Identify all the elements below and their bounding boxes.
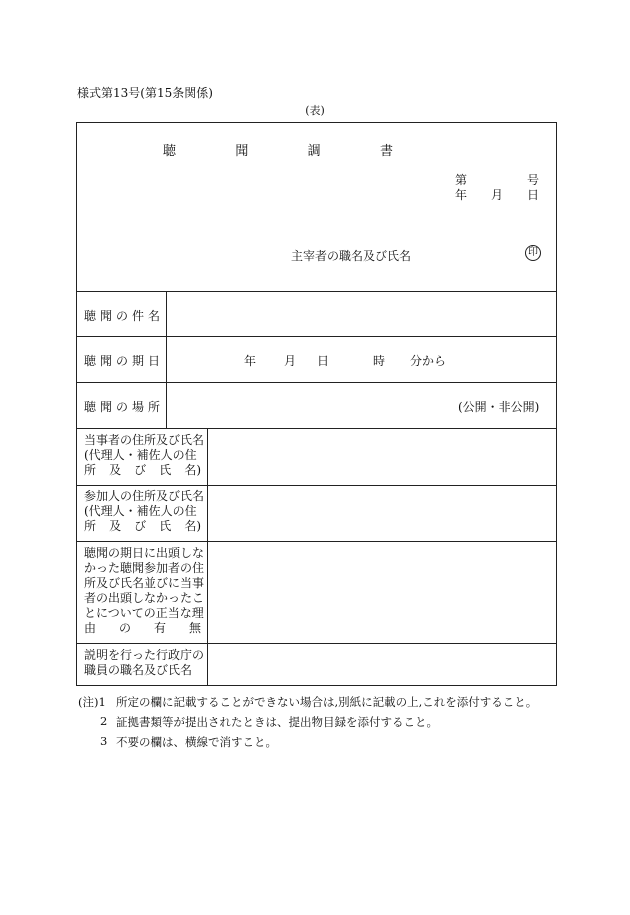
row-divider (77, 643, 556, 644)
hearing-date-minute: 分から (410, 354, 447, 368)
participant-label-line: 参加人の住所及び氏名 (84, 489, 205, 503)
hearing-date-hour: 時 (373, 354, 386, 368)
label-char: の (115, 354, 128, 368)
label-char: 有 (153, 621, 166, 635)
label-char: 名) (184, 463, 201, 477)
form-number: 様式第13号(第15条関係) (77, 86, 213, 100)
column-divider (207, 428, 208, 686)
number-suffix: 号 (526, 173, 539, 187)
label-char: 名 (147, 309, 160, 323)
note-1: 所定の欄に記載することができない場合は,別紙に記載の上,これを添付すること。 (116, 695, 538, 709)
label-char: 場 (131, 400, 144, 414)
label-char: び (134, 463, 147, 477)
label-char: 聞 (99, 400, 112, 414)
label-char: 名) (184, 519, 201, 533)
hearing-date-month: 月 (284, 354, 297, 368)
label-char: 所 (84, 463, 97, 477)
title-char: 聞 (235, 144, 249, 159)
title-char: 聴 (163, 144, 177, 159)
label-char: 聴 (84, 400, 97, 414)
number-prefix: 第 (455, 173, 468, 187)
label-char: 所 (147, 400, 160, 414)
label-char: 無 (188, 621, 201, 635)
hearing-place-label (84, 398, 160, 415)
row-divider (77, 291, 556, 292)
absence-label-line: 聴聞の期日に出頭しな (84, 546, 205, 560)
label-char: び (134, 519, 147, 533)
agency-label-line: 説明を行った行政庁の (84, 648, 205, 662)
note-3: 不要の欄は、横線で消すこと。 (116, 735, 277, 749)
document-title (163, 140, 393, 159)
absence-label-line: とについての正当な理 (84, 606, 204, 620)
label-char: の (115, 309, 128, 323)
column-divider (166, 291, 167, 428)
title-char: 調 (307, 144, 321, 159)
label-char: 及 (109, 519, 122, 533)
row-divider (77, 485, 556, 486)
side-label: (表) (305, 104, 325, 117)
participant-label-line (84, 519, 201, 533)
label-char: 由 (84, 621, 97, 635)
label-char: 聴 (84, 354, 97, 368)
absence-label-line: 所及び氏名並びに当事 (84, 576, 205, 590)
note-number: 3 (100, 734, 108, 748)
row-divider (77, 382, 556, 383)
label-char: 期 (131, 354, 144, 368)
absence-label-line: 者の出頭しなかったこ (84, 591, 205, 605)
label-char: 聞 (99, 354, 112, 368)
label-char: 聴 (84, 309, 97, 323)
label-char: 聞 (99, 309, 112, 323)
absence-label-line (84, 621, 201, 635)
label-char: の (115, 400, 128, 414)
date-year: 年 (455, 188, 468, 202)
seal-mark: 印 (525, 245, 541, 261)
presider-label: 主宰者の職名及び氏名 (291, 249, 412, 263)
row-divider (77, 336, 556, 337)
label-char: の (118, 621, 131, 635)
note-2: 証拠書類等が提出されたときは、提出物目録を添付すること。 (116, 715, 438, 729)
title-char: 書 (379, 144, 393, 159)
row-divider (77, 541, 556, 542)
note-prefix: (注)1 (78, 695, 106, 709)
label-char: 所 (84, 519, 97, 533)
label-char: 氏 (159, 519, 172, 533)
participant-label-line: (代理人・補佐人の住 (84, 504, 197, 518)
note-number: 2 (100, 714, 108, 728)
absence-label-line: かった聴聞参加者の住 (84, 561, 205, 575)
date-day: 日 (526, 188, 539, 202)
label-char: 日 (147, 354, 160, 368)
case-name-label (84, 307, 160, 324)
label-char: 及 (109, 463, 122, 477)
date-month: 月 (490, 188, 503, 202)
public-status-note: (公開・非公開) (458, 400, 540, 414)
agency-label-line: 職員の職名及び氏名 (84, 663, 193, 677)
party-label-line: (代理人・補佐人の住 (84, 448, 197, 462)
hearing-date-year: 年 (244, 354, 257, 368)
party-label-line: 当事者の住所及び氏名 (84, 433, 205, 447)
party-label-line (84, 463, 201, 477)
hearing-date-day: 日 (317, 354, 330, 368)
document-date (455, 186, 539, 203)
row-divider (77, 428, 556, 429)
label-char: 氏 (159, 463, 172, 477)
hearing-date-label (84, 352, 160, 369)
label-char: 件 (131, 309, 144, 323)
